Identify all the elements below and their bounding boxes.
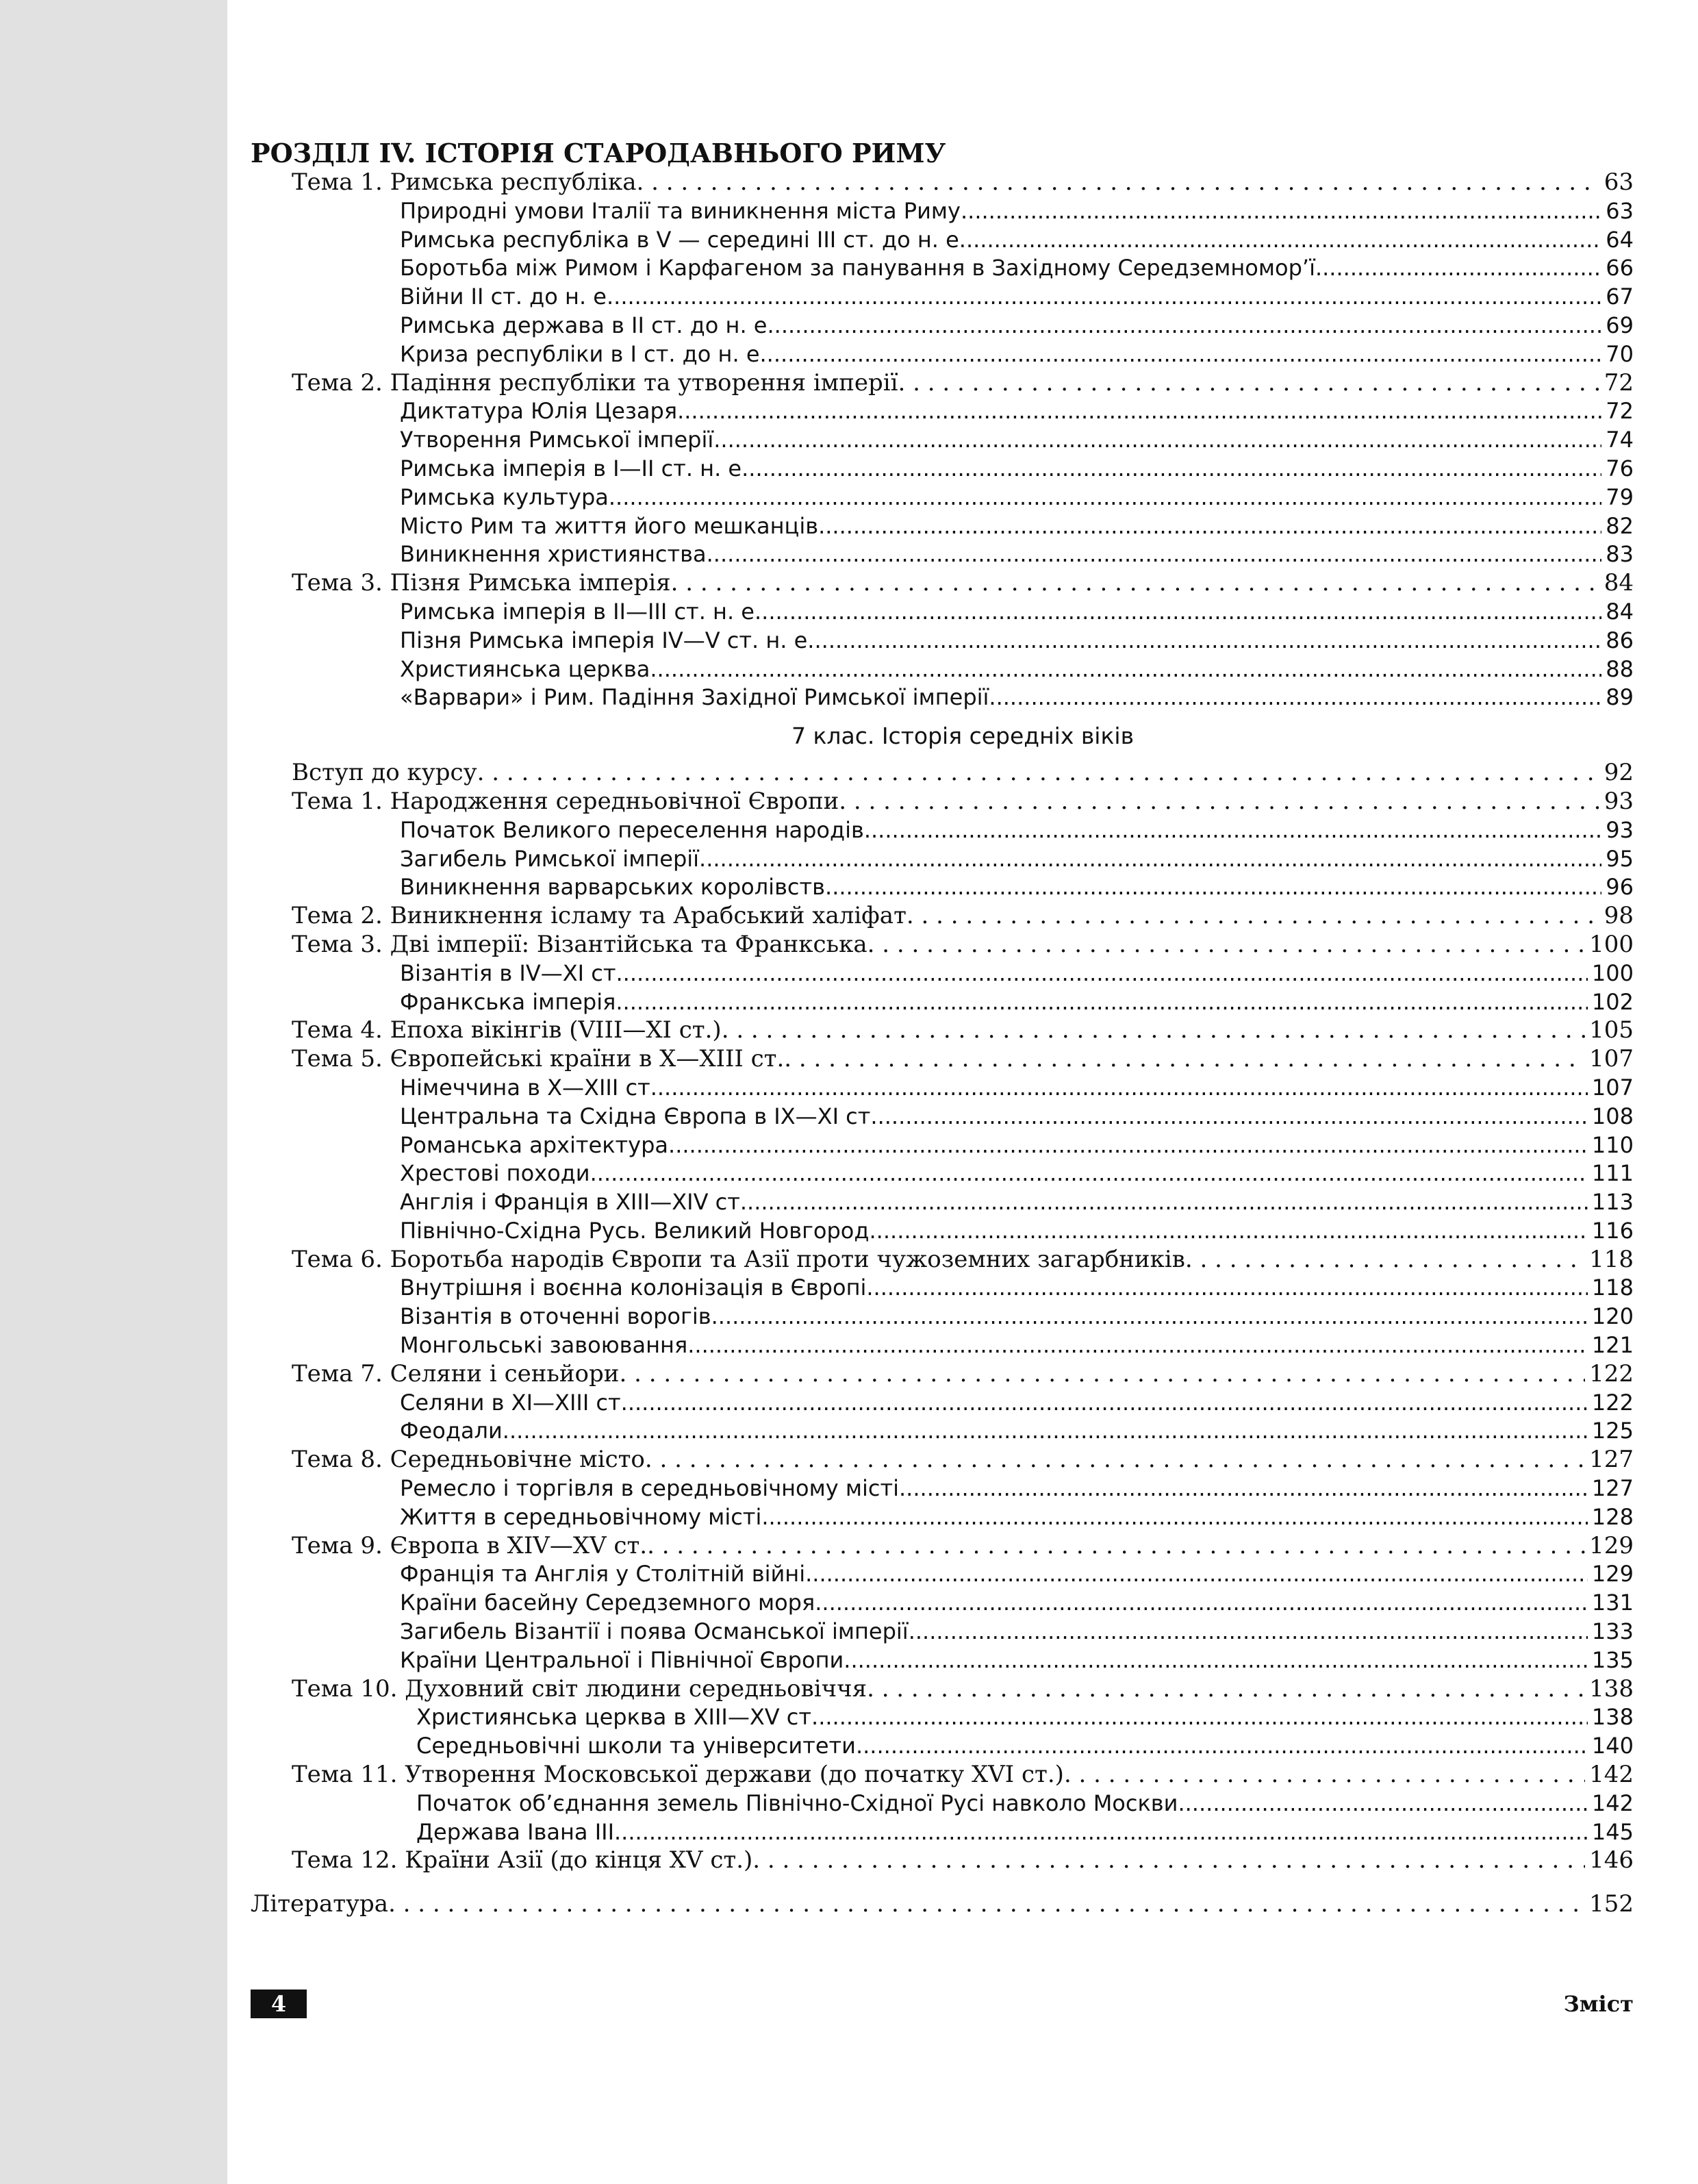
- toc-entry-page: 105: [1589, 1016, 1634, 1044]
- leader-dots: [867, 1675, 1585, 1704]
- toc-entry-title: Тема 1. Римська республіка: [292, 168, 637, 196]
- toc-lesson-row[interactable]: [251, 988, 1634, 1017]
- leader-dots: [609, 484, 1601, 512]
- leader-dots: [878, 1103, 1588, 1131]
- leader-dots: [616, 988, 1588, 1017]
- leader-dots: [668, 1131, 1588, 1160]
- toc-entry-title: Франкська імперія: [400, 988, 616, 1015]
- leader-dots: [815, 1589, 1588, 1618]
- toc-entry-title: «Варвари» і Рим. Падіння Західної Римської імперії: [400, 684, 989, 711]
- toc-entry-title: Література: [251, 1890, 389, 1918]
- toc-lesson-row[interactable]: [251, 312, 1634, 340]
- toc-topic-row[interactable]: [251, 1246, 1634, 1275]
- leader-dots: [856, 1732, 1588, 1761]
- toc-lesson-row[interactable]: [251, 1474, 1634, 1503]
- leader-dots: [1185, 1246, 1585, 1275]
- leader-dots: [503, 1417, 1588, 1446]
- leader-dots: [647, 1532, 1585, 1561]
- leader-dots: [784, 1045, 1585, 1074]
- toc-entry-page: 145: [1591, 1818, 1634, 1845]
- leader-dots: [707, 540, 1602, 569]
- toc-entry-page: 138: [1589, 1674, 1634, 1703]
- leader-dots: [805, 1560, 1588, 1589]
- toc-entry-page: 127: [1589, 1446, 1634, 1474]
- toc-entry-page: 67: [1606, 284, 1634, 310]
- leader-dots: [645, 1446, 1585, 1474]
- toc-entry-page: 111: [1591, 1160, 1634, 1187]
- toc-entry-title: Вступ до курсу: [292, 759, 477, 787]
- toc-topic-row[interactable]: [251, 1761, 1634, 1790]
- toc-lesson-row[interactable]: [251, 1503, 1634, 1532]
- toc-entry-page: 83: [1606, 541, 1634, 568]
- toc-topic-row[interactable]: [251, 1846, 1634, 1875]
- toc-entry-title: Візантія в IV—XI ст.: [400, 959, 623, 986]
- leader-dots: [774, 312, 1602, 340]
- toc-topic-row[interactable]: [251, 1360, 1634, 1389]
- toc-entry-page: 100: [1591, 959, 1634, 986]
- toc-topic-row[interactable]: [251, 788, 1634, 816]
- toc-lesson-row[interactable]: [251, 283, 1634, 312]
- leader-dots: [613, 283, 1601, 312]
- toc-entry-page: 125: [1591, 1418, 1634, 1444]
- toc-lesson-row[interactable]: [251, 226, 1634, 255]
- toc-lesson-row[interactable]: [251, 1188, 1634, 1217]
- toc-lesson-row[interactable]: [251, 873, 1634, 902]
- leader-dots: [623, 959, 1588, 988]
- toc-topic-row[interactable]: [251, 168, 1634, 197]
- toc-entry-page: 86: [1606, 627, 1634, 653]
- toc-entry-page: 98: [1604, 902, 1634, 930]
- toc-entry-title: Внутрішня і воєнна колонізація в Європі: [400, 1275, 867, 1301]
- toc-entry-title: Римська культура: [400, 484, 609, 510]
- toc-lesson-row[interactable]: [251, 655, 1634, 684]
- toc-entry-title: Тема 4. Епоха вікінгів (VIII—XI ст.): [292, 1016, 722, 1044]
- toc-entry-title: Римська імперія в II—III ст. н. е.: [400, 598, 762, 625]
- toc-entry-title: Боротьба між Римом і Карфагеном за панування в Західному Середземномор’ї: [400, 255, 1315, 281]
- leader-dots: [767, 340, 1602, 369]
- leader-dots: [614, 1818, 1588, 1847]
- toc-entry-page: 122: [1591, 1389, 1634, 1416]
- leader-dots: [818, 1703, 1588, 1732]
- leader-dots: [909, 1618, 1588, 1646]
- toc-entry-page: 120: [1591, 1303, 1634, 1330]
- toc-entry-page: 133: [1591, 1618, 1634, 1645]
- toc-lesson-row[interactable]: [251, 1103, 1634, 1131]
- toc-entry-page: 142: [1589, 1761, 1634, 1789]
- toc-entry-title: Англія і Франція в XIII—XIV ст.: [400, 1189, 748, 1216]
- toc-lesson-row[interactable]: [251, 340, 1634, 369]
- toc-topic-row[interactable]: [251, 931, 1634, 959]
- toc-entry-page: 95: [1606, 845, 1634, 872]
- leader-dots: [699, 845, 1601, 874]
- leader-dots: [989, 683, 1601, 712]
- toc-lesson-row[interactable]: [251, 683, 1634, 712]
- leader-dots: [1315, 254, 1601, 283]
- toc-entry-page: 84: [1604, 569, 1634, 597]
- toc-entry-page: 66: [1606, 255, 1634, 281]
- toc-entry-title: Початок об’єднання земель Північно-Східної Русі навколо Москви: [416, 1790, 1178, 1816]
- toc-lesson-row[interactable]: [251, 512, 1634, 541]
- toc-entry-title: Війни II ст. до н. е.: [400, 284, 614, 310]
- leader-dots: [907, 902, 1600, 931]
- toc-topic-row[interactable]: [251, 1675, 1634, 1704]
- toc-lesson-row[interactable]: [251, 1303, 1634, 1331]
- leader-dots: [748, 455, 1601, 484]
- leader-dots: [825, 873, 1601, 902]
- toc-entry-title: Початок Великого переселення народів: [400, 816, 864, 843]
- toc-entry-title: Римська імперія в I—II ст. н. е.: [400, 455, 749, 481]
- toc-entry-title: Тема 1. Народження середньовічної Європи: [292, 787, 839, 815]
- leader-dots: [814, 627, 1601, 655]
- toc-entry-page: 140: [1591, 1733, 1634, 1759]
- toc-part-middle-ages: [251, 759, 1634, 1875]
- toc-lesson-row[interactable]: [251, 1732, 1634, 1761]
- leader-dots: [839, 788, 1599, 816]
- leader-dots: [477, 759, 1600, 788]
- toc-lesson-row[interactable]: [251, 1818, 1634, 1847]
- toc-entry-page: 152: [1589, 1890, 1634, 1918]
- toc-entry-title: Романська архітектура: [400, 1131, 669, 1158]
- toc-entry-title: Хрестові походи: [400, 1160, 590, 1187]
- toc-lesson-row[interactable]: [251, 845, 1634, 874]
- toc-lesson-row[interactable]: [251, 1790, 1634, 1818]
- leader-dots: [650, 655, 1601, 684]
- toc-entry-title: Виникнення варварських королівств: [400, 874, 826, 901]
- toc-entry-title: Тема 3. Пізня Римська імперія: [292, 569, 671, 597]
- toc-entry-title: Тема 2. Падіння республіки та утворення імперії: [292, 368, 898, 397]
- toc-entry-page: 72: [1604, 368, 1634, 397]
- leader-dots: [388, 1890, 1585, 1919]
- toc-entry-title: Римська республіка в V — середині III ст. до н. е.: [400, 226, 966, 253]
- toc-entry-title: Селяни в XI—XIII ст.: [400, 1389, 628, 1416]
- toc-entry-title: Тема 6. Боротьба народів Європи та Азії проти чужоземних загарбників: [292, 1245, 1185, 1273]
- toc-entry-title: Тема 5. Європейські країни в X—XIII ст.: [292, 1045, 785, 1073]
- toc-topic-row[interactable]: [251, 1532, 1634, 1561]
- toc-lesson-row[interactable]: [251, 1159, 1634, 1188]
- toc-entry-title: Феодали: [400, 1418, 503, 1444]
- toc-entry-title: Тема 12. Країни Азії (до кінця XV ст.): [292, 1846, 753, 1874]
- toc-entry-title: Пізня Римська імперія IV—V ст. н. е.: [400, 627, 815, 653]
- toc-entry-title: Візантія в оточенні ворогів: [400, 1303, 711, 1330]
- toc-entry-page: 128: [1591, 1503, 1634, 1530]
- toc-entry-title: Центральна та Східна Європа в IX—XI ст.: [400, 1103, 878, 1129]
- toc-entry-title: Монгольські завоювання: [400, 1332, 688, 1359]
- toc-entry-page: 138: [1591, 1704, 1634, 1731]
- toc-entry-page: 69: [1606, 312, 1634, 338]
- toc-lesson-row[interactable]: [251, 959, 1634, 988]
- toc-entry-title: Тема 11. Утворення Московської держави (до початку XVI ст.): [292, 1761, 1064, 1789]
- table-of-contents: [251, 138, 1634, 1919]
- toc-entry-page: 96: [1606, 874, 1634, 901]
- toc-entry-page: 70: [1606, 340, 1634, 367]
- toc-entry-page: 100: [1589, 930, 1634, 958]
- leader-dots: [747, 1188, 1588, 1217]
- leader-dots: [677, 397, 1601, 426]
- toc-entry-title: Природні умови Італії та виникнення міста Риму: [400, 197, 961, 224]
- section-title: РОЗДІЛ IV. ІСТОРІЯ СТАРОДАВНЬОГО РИМУ: [251, 138, 946, 168]
- leader-dots: [866, 1274, 1588, 1303]
- toc-lesson-row[interactable]: [251, 254, 1634, 283]
- toc-entry-page: 63: [1604, 168, 1634, 196]
- leader-dots: [1178, 1790, 1587, 1818]
- page-margin-band: [0, 0, 227, 2184]
- leader-dots: [752, 1846, 1585, 1875]
- toc-entry-page: 63: [1606, 197, 1634, 224]
- toc-part-ancient-rome: [251, 168, 1634, 712]
- toc-entry-page: 142: [1591, 1790, 1634, 1816]
- toc-entry-page: 79: [1606, 484, 1634, 510]
- toc-entry-title: Християнська церква в XIII—XV ст.: [416, 1704, 819, 1731]
- toc-lesson-row[interactable]: [251, 397, 1634, 426]
- leader-dots: [590, 1159, 1588, 1188]
- toc-entry-page: 88: [1606, 655, 1634, 682]
- toc-entry-page: 64: [1606, 226, 1634, 253]
- toc-lesson-row[interactable]: [251, 1274, 1634, 1303]
- toc-entry-page: 72: [1606, 398, 1634, 425]
- toc-entry-page: 93: [1604, 787, 1634, 815]
- toc-entry-page: 135: [1591, 1646, 1634, 1673]
- toc-entry-page: 116: [1591, 1217, 1634, 1244]
- toc-entry-page: 74: [1606, 427, 1634, 453]
- leader-dots: [671, 569, 1600, 598]
- toc-entry-page: 131: [1591, 1590, 1634, 1616]
- toc-topic-row[interactable]: [251, 1045, 1634, 1074]
- leader-dots: [687, 1331, 1588, 1360]
- toc-entry-page: 93: [1606, 816, 1634, 843]
- toc-entry-page: 107: [1591, 1074, 1634, 1101]
- leader-dots: [867, 931, 1585, 959]
- leader-dots: [844, 1646, 1588, 1675]
- toc-lesson-row[interactable]: [251, 598, 1634, 627]
- toc-entry-page: 82: [1606, 512, 1634, 539]
- toc-entry-title: Німеччина в X—XIII ст.: [400, 1074, 657, 1101]
- toc-entry-page: 76: [1606, 455, 1634, 481]
- toc-entry-title: Християнська церква: [400, 655, 650, 682]
- toc-entry-page: 129: [1589, 1531, 1634, 1559]
- toc-lesson-row[interactable]: [251, 426, 1634, 455]
- toc-entry-title: Римська держава в II ст. до н. е.: [400, 312, 774, 338]
- toc-entry-title: Тема 3. Дві імперії: Візантійська та Франкська: [292, 930, 867, 958]
- toc-entry-title: Країни басейну Середземного моря: [400, 1590, 815, 1616]
- toc-lesson-row[interactable]: [251, 816, 1634, 845]
- toc-entry-title: Виникнення християнства: [400, 541, 707, 568]
- toc-lesson-row[interactable]: [251, 1703, 1634, 1732]
- running-footer-title: Зміст: [1563, 1991, 1634, 2017]
- toc-entry-page: 129: [1591, 1561, 1634, 1587]
- toc-lesson-row[interactable]: [251, 1646, 1634, 1675]
- leader-dots: [761, 1503, 1588, 1532]
- leader-dots: [966, 226, 1601, 255]
- toc-entry-title: Життя в середньовічному місті: [400, 1503, 762, 1530]
- toc-lesson-row[interactable]: [251, 1074, 1634, 1103]
- leader-dots: [761, 598, 1601, 627]
- subheading-grade-7: 7 клас. Історія середніх віків: [791, 723, 1135, 750]
- toc-entry-page: 92: [1604, 759, 1634, 787]
- toc-entry-title: Тема 10. Духовний світ людини середньовіччя: [292, 1674, 867, 1703]
- toc-entry-title: Держава Івана III: [416, 1818, 614, 1845]
- toc-entry-page: 118: [1589, 1245, 1634, 1273]
- toc-literature-row[interactable]: [251, 1890, 1634, 1919]
- leader-dots: [1064, 1761, 1585, 1790]
- toc-entry-page: 113: [1591, 1189, 1634, 1216]
- leader-dots: [711, 1303, 1588, 1331]
- toc-entry-title: Тема 9. Європа в XIV—XV ст.: [292, 1531, 648, 1559]
- toc-lesson-row[interactable]: [251, 1618, 1634, 1646]
- leader-dots: [637, 168, 1600, 197]
- toc-lesson-row[interactable]: [251, 1389, 1634, 1418]
- toc-entry-title: Загибель Римської імперії: [400, 845, 700, 872]
- leader-dots: [864, 816, 1601, 845]
- toc-entry-page: 121: [1591, 1332, 1634, 1359]
- toc-lesson-row[interactable]: [251, 1131, 1634, 1160]
- toc-topic-row[interactable]: [251, 902, 1634, 931]
- toc-entry-title: Місто Рим та життя його мешканців: [400, 512, 819, 539]
- toc-entry-page: 127: [1591, 1475, 1634, 1502]
- toc-entry-page: 108: [1591, 1103, 1634, 1129]
- leader-dots: [720, 426, 1601, 455]
- toc-lesson-row[interactable]: [251, 1217, 1634, 1246]
- toc-entry-title: Утворення Римської імперії.: [400, 427, 721, 453]
- toc-entry-title: Криза республіки в I ст. до н. е.: [400, 340, 767, 367]
- leader-dots: [657, 1074, 1588, 1103]
- toc-entry-title: Країни Центральної і Північної Європи: [400, 1646, 844, 1673]
- toc-entry-title: Середньовічні школи та університети: [416, 1733, 856, 1759]
- toc-entry-page: 89: [1606, 684, 1634, 711]
- toc-lesson-row[interactable]: [251, 540, 1634, 569]
- toc-topic-row[interactable]: [251, 1016, 1634, 1045]
- toc-entry-title: Тема 2. Виникнення ісламу та Арабський халіфат: [292, 902, 907, 930]
- leader-dots: [898, 369, 1600, 398]
- toc-entry-title: Диктатура Юлія Цезаря: [400, 398, 678, 425]
- leader-dots: [619, 1360, 1585, 1389]
- toc-entry-title: Франція та Англія у Столітній війні: [400, 1561, 806, 1587]
- toc-lesson-row[interactable]: [251, 1417, 1634, 1446]
- leader-dots: [899, 1474, 1588, 1503]
- toc-entry-title: Тема 8. Середньовічне місто: [292, 1446, 645, 1474]
- toc-topic-row[interactable]: [251, 1446, 1634, 1474]
- toc-entry-page: 122: [1589, 1359, 1634, 1388]
- toc-entry-title: Ремесло і торгівля в середньовічному місті: [400, 1475, 899, 1502]
- toc-entry-title: Північно-Східна Русь. Великий Новгород: [400, 1217, 870, 1244]
- toc-entry-page: 102: [1591, 988, 1634, 1015]
- leader-dots: [870, 1217, 1588, 1246]
- toc-entry-title: Загибель Візантії і поява Османської імперії: [400, 1618, 909, 1645]
- leader-dots: [628, 1389, 1588, 1418]
- toc-lesson-row[interactable]: [251, 484, 1634, 512]
- toc-entry-page: 146: [1589, 1846, 1634, 1874]
- toc-topic-row[interactable]: [251, 569, 1634, 598]
- leader-dots: [722, 1016, 1585, 1045]
- toc-entry-title: Тема 7. Селяни і сеньйори: [292, 1359, 620, 1388]
- page-footer: [251, 1990, 1634, 2024]
- toc-topic-row[interactable]: [251, 759, 1634, 788]
- toc-lesson-row[interactable]: [251, 1331, 1634, 1360]
- toc-topic-row[interactable]: [251, 369, 1634, 398]
- toc-lesson-row[interactable]: [251, 1560, 1634, 1589]
- toc-entry-page: 118: [1591, 1275, 1634, 1301]
- toc-lesson-row[interactable]: [251, 627, 1634, 655]
- leader-dots: [818, 512, 1601, 541]
- toc-entry-page: 107: [1589, 1045, 1634, 1073]
- toc-lesson-row[interactable]: [251, 1589, 1634, 1618]
- toc-lesson-row[interactable]: [251, 197, 1634, 226]
- page-number-badge: 4: [251, 1990, 307, 2018]
- toc-entry-page: 84: [1606, 598, 1634, 625]
- leader-dots: [961, 197, 1601, 226]
- toc-entry-page: 110: [1591, 1131, 1634, 1158]
- toc-lesson-row[interactable]: [251, 455, 1634, 484]
- spacer: [251, 1875, 1634, 1890]
